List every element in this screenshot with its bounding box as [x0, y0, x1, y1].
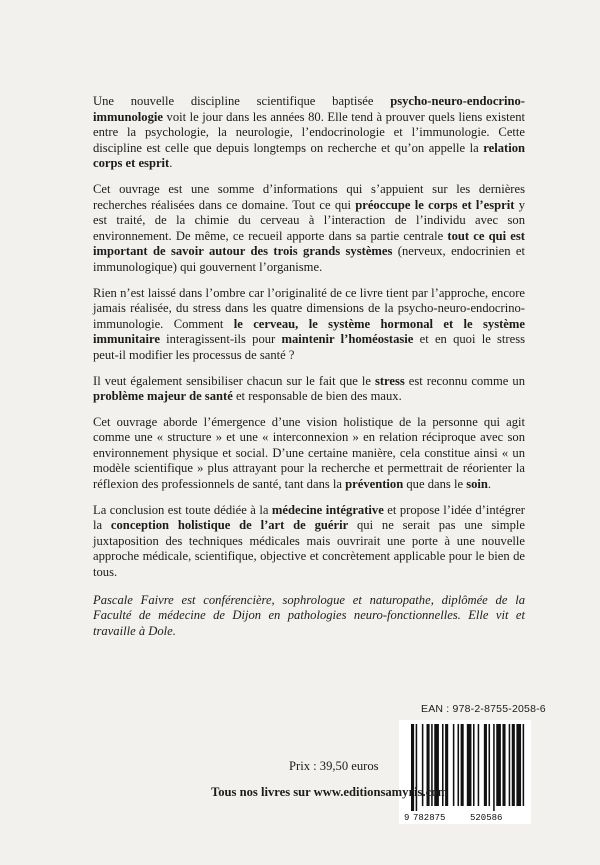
bold-text: le cerveau, le système hormonal et le système immunitaire	[93, 316, 525, 347]
text-run: que dans le	[403, 477, 467, 492]
barcode-lead-digit: 9	[404, 813, 410, 823]
bold-text: tout ce qui est important de savoir autour des trois grands systèmes	[93, 228, 525, 259]
paragraph	[93, 415, 525, 493]
bold-text: relation corps et esprit	[93, 140, 525, 171]
text-run: y est traité, de la chimie du cerveau à l’interaction de l’individu avec son environnement. De même, ce recueil apporte dans sa partie centrale	[93, 197, 525, 243]
paragraph	[93, 503, 525, 581]
paragraph	[93, 286, 525, 364]
text-run: et responsable de bien des maux.	[232, 389, 402, 404]
text-run: et en quoi le stress peut-il modifier les processus de santé ?	[93, 332, 526, 362]
bold-text: maintenir l’homéostasie	[281, 332, 414, 347]
ean-label: EAN : 978-2-8755-2058-6	[421, 703, 546, 715]
summary-text	[93, 94, 525, 649]
text-run: Cet ouvrage aborde l’émergence d’une vision holistique de la personne qui agit comme une « structure » et une « interconnexion » en relation réciproque avec son environnement physique et social. D’une certaine manière, cela constitue ainsi « un modèle scientifique » plus attrayant pour la recherche et permettrait de réorienter la réflexion des professionnels de santé, tant dans la	[93, 414, 525, 492]
bold-text: médecine intégrative	[271, 502, 384, 517]
text-run: (nerveux, endocrinien et immunologique) qui gouvernent l’organisme.	[93, 244, 525, 274]
barcode-graphic	[399, 720, 531, 824]
bold-text: stress	[374, 373, 405, 388]
website-line: Tous nos livres sur www.editionsamyris.com	[211, 785, 448, 799]
text-run: La conclusion est toute dédiée à la	[93, 502, 272, 517]
barcode-right-digits: 520586	[470, 813, 503, 823]
text-run: .	[169, 156, 173, 171]
text-run: Une nouvelle discipline scientifique baptisée	[93, 94, 391, 108]
author-bio: Pascale Faivre est conférencière, sophrologue et naturopathe, diplômée de la Faculté de médecine de Dijon en pathologies neuro-fonctionnelles. Elle vit et travaille à Dole.	[93, 592, 525, 638]
bold-text: problème majeur de santé	[93, 389, 233, 404]
text-run: est reconnu comme un	[404, 373, 525, 388]
paragraph	[93, 374, 525, 405]
barcode-left-digits: 782875	[413, 813, 446, 823]
barcode	[399, 720, 531, 824]
bold-text: prévention	[345, 477, 404, 492]
price: Prix : 39,50 euros	[289, 759, 379, 773]
text-run: Il veut également sensibiliser chacun sur le fait que le	[93, 373, 375, 388]
text-run: qui ne serait pas une simple juxtaposition des techniques médicales mais ouvrirait une porte à une nouvelle approche médicale, scientifique, objective et concrètement applicable pour le bien de tous.	[93, 518, 525, 580]
bold-text: conception holistique de l’art de guérir	[110, 518, 349, 533]
paragraph	[93, 94, 525, 172]
paragraph	[93, 182, 525, 276]
bold-text: psycho-neuro-endocrino-immunologie	[93, 94, 525, 124]
text-run: voit le jour dans les années 80. Elle tend à prouver quels liens existent entre la psychologie, la neurologie, l’endocrinologie et l’immunologie. Cette discipline est celle que depuis longtemps on recherche et qu’on appelle la	[93, 109, 525, 155]
bold-text: préoccupe le corps et l’esprit	[355, 197, 515, 212]
text-run: .	[487, 477, 492, 492]
text-run: et propose l’idée d’intégrer la	[93, 502, 525, 533]
bold-text: soin	[466, 477, 488, 492]
text-run: Rien n’est laissé dans l’ombre car l’originalité de ce livre tient par l’approche, encore jamais réalisée, du stress dans les quatre dimensions de la psycho-neuro-endocrino-immunologie. Comment	[93, 285, 525, 331]
text-run: Cet ouvrage est une somme d’informations qui s’appuient sur les dernières recherches réalisées dans ce domaine. Tout ce qui	[93, 181, 525, 212]
text-run: interagissent-ils pour	[159, 332, 282, 347]
